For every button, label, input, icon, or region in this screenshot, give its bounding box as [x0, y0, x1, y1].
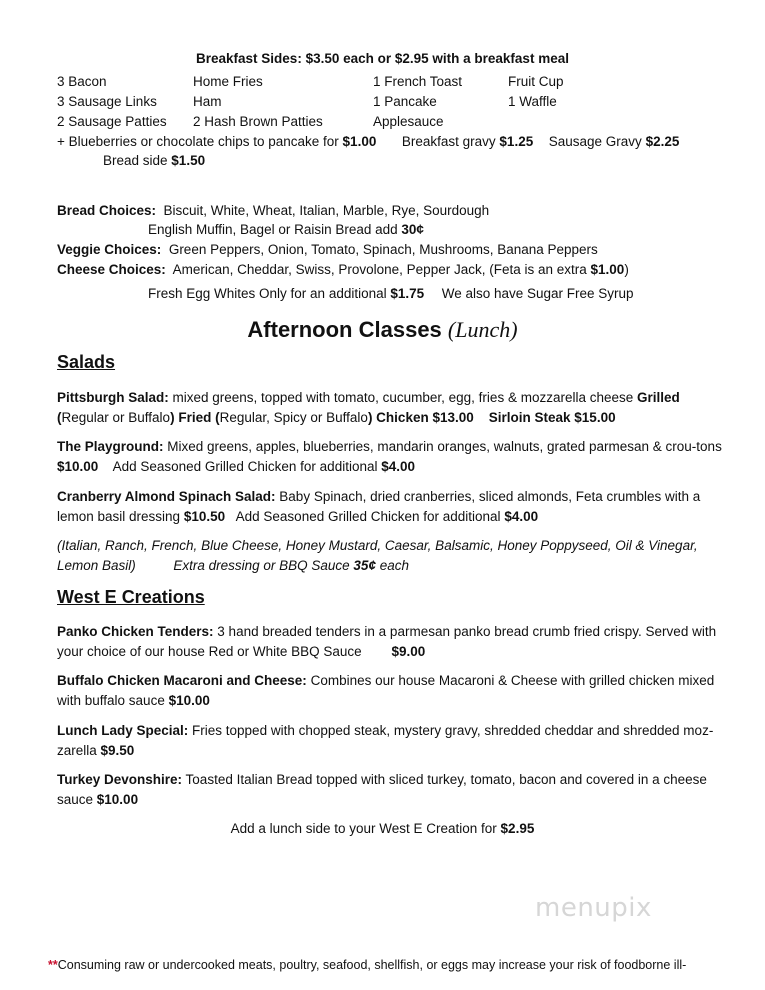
- paren: ): [170, 410, 175, 425]
- item-name: The Playground:: [57, 439, 164, 454]
- item-desc: mixed greens, topped with tomato, cucumber, egg, fries & mozzarella cheese: [168, 390, 638, 405]
- item-desc: Baby Spinach, dried cranberries, sliced almonds, Feta crumbles with a lemon basil dressing: [57, 489, 701, 524]
- paren: (: [57, 410, 62, 425]
- side-item: 2 Sausage Patties: [57, 114, 167, 129]
- side-item: 2 Hash Brown Patties: [193, 114, 323, 129]
- side-item: Home Fries: [193, 74, 263, 89]
- menu-item-buffalo-chicken-mac: [57, 671, 722, 711]
- addon-price: $4.00: [504, 509, 539, 524]
- item-price: $10.00: [96, 792, 139, 807]
- breakfast-gravy-price: $1.25: [499, 134, 534, 149]
- egg-whites-line: [148, 286, 634, 301]
- egg-whites-price: $1.75: [390, 286, 425, 301]
- veggie-choices: [57, 242, 598, 257]
- cheese-choices-label: Cheese Choices:: [57, 262, 166, 277]
- sausage-gravy-price: $2.25: [645, 134, 680, 149]
- menu-item-turkey-devonshire: [57, 770, 722, 810]
- chicken-price: ) Chicken $13.00: [367, 410, 474, 425]
- extra-dressing-price: 35¢: [353, 558, 376, 573]
- fried-label: Fried (: [174, 410, 220, 425]
- item-name: Cranberry Almond Spinach Salad:: [57, 489, 276, 504]
- item-name: Lunch Lady Special:: [57, 723, 189, 738]
- lunch-side-text: Add a lunch side to your West E Creation for: [230, 821, 501, 836]
- cheese-close: ): [624, 262, 629, 277]
- side-item: Fruit Cup: [508, 74, 564, 89]
- item-name: Panko Chicken Tenders:: [57, 624, 214, 639]
- veggie-choices-list: Green Peppers, Onion, Tomato, Spinach, Mushrooms, Banana Peppers: [168, 242, 598, 257]
- dressings-list: (Italian, Ranch, French, Blue Cheese, Honey Mustard, Caesar, Balsamic, Honey Poppyseed, Oil & Vinegar, Lemon Basil): [57, 538, 698, 573]
- salads-heading: Salads: [57, 352, 116, 372]
- blueberries-price: $1.00: [342, 134, 377, 149]
- bread-side-price: $1.50: [171, 153, 206, 168]
- item-desc: Fries topped with chopped steak, mystery gravy, shredded cheddar and shredded moz-zarella: [57, 723, 714, 758]
- lunch-side-note: [0, 821, 765, 836]
- breakfast-gravy-text: Breakfast gravy: [401, 134, 500, 149]
- side-item: 3 Bacon: [57, 74, 107, 89]
- side-item: Applesauce: [373, 114, 444, 129]
- grilled-options: Regular or Buffalo: [61, 410, 171, 425]
- bread-side: [103, 153, 205, 168]
- afternoon-subtitle: (Lunch): [447, 317, 518, 342]
- warning-asterisks: **: [48, 958, 58, 972]
- bread-choices-label: Bread Choices:: [57, 203, 157, 218]
- bread-choices-list: Biscuit, White, Wheat, Italian, Marble, Rye, Sourdough: [163, 203, 490, 218]
- steak-price: Sirloin Steak $15.00: [488, 410, 616, 425]
- menupix-watermark: menupix: [535, 893, 652, 923]
- side-item: 3 Sausage Links: [57, 94, 157, 109]
- side-item: 1 French Toast: [373, 74, 463, 89]
- item-price: $9.50: [100, 743, 135, 758]
- bread-choices: [57, 203, 489, 218]
- side-item: Ham: [193, 94, 222, 109]
- item-name: Pittsburgh Salad:: [57, 390, 169, 405]
- sugar-free-syrup-text: We also have Sugar Free Syrup: [441, 286, 634, 301]
- fried-options: Regular, Spicy or Buffalo: [219, 410, 368, 425]
- cheese-choices-list: American, Cheddar, Swiss, Provolone, Pepper Jack, (Feta is an extra: [172, 262, 591, 277]
- breakfast-addons: [57, 134, 679, 149]
- item-desc: 3 hand breaded tenders in a parmesan panko bread crumb fried crispy. Served with your choice of our house Red or White BBQ Sauce: [57, 624, 717, 659]
- item-price: $10.00: [57, 459, 99, 474]
- menu-item-the-playground: [57, 437, 722, 477]
- menu-item-panko-chicken-tenders: [57, 622, 722, 662]
- dressing-options: [57, 536, 722, 576]
- side-item: 1 Waffle: [508, 94, 557, 109]
- extra-dressing-text: Extra dressing or BBQ Sauce: [173, 558, 354, 573]
- bread-extra-text: English Muffin, Bagel or Raisin Bread add: [148, 222, 402, 237]
- item-desc: Combines our house Macaroni & Cheese with grilled chicken mixed with buffalo sauce: [57, 673, 715, 708]
- item-price: $10.50: [183, 509, 226, 524]
- item-name: Turkey Devonshire:: [57, 772, 183, 787]
- lunch-side-price: $2.95: [500, 821, 535, 836]
- item-price: $10.00: [168, 693, 210, 708]
- side-item: 1 Pancake: [373, 94, 437, 109]
- west-e-creations-heading: West E Creations: [57, 587, 205, 607]
- item-desc: Mixed greens, apples, blueberries, mandarin oranges, walnuts, grated parmesan & crou-tons: [163, 439, 722, 454]
- cheese-choices: [57, 262, 629, 277]
- bread-extra-price: 30¢: [401, 222, 424, 237]
- afternoon-title: Afternoon Classes: [247, 317, 442, 342]
- sausage-gravy-text: Sausage Gravy: [548, 134, 646, 149]
- egg-whites-text: Fresh Egg Whites Only for an additional: [148, 286, 391, 301]
- warning-text: Consuming raw or undercooked meats, poultry, seafood, shellfish, or eggs may increase your risk of foodborne ill-: [57, 958, 687, 972]
- bread-side-text: Bread side: [103, 153, 172, 168]
- foodborne-illness-warning: [48, 958, 686, 972]
- menu-item-pittsburgh-salad: [57, 388, 722, 428]
- addon-price: $4.00: [381, 459, 416, 474]
- afternoon-classes-heading: [0, 317, 765, 343]
- addon-text: Add Seasoned Grilled Chicken for additional: [235, 509, 505, 524]
- item-desc: Toasted Italian Bread topped with sliced turkey, tomato, bacon and covered in a cheese sauce: [57, 772, 707, 807]
- item-name: Buffalo Chicken Macaroni and Cheese:: [57, 673, 307, 688]
- addon-text: Add Seasoned Grilled Chicken for additional: [112, 459, 382, 474]
- menu-item-cranberry-almond-spinach-salad: [57, 487, 722, 527]
- extra-dressing-each: each: [375, 558, 409, 573]
- veggie-choices-label: Veggie Choices:: [57, 242, 162, 257]
- menu-item-lunch-lady-special: [57, 721, 722, 761]
- blueberries-text: + Blueberries or chocolate chips to pancake for: [57, 134, 343, 149]
- breakfast-sides-title: Breakfast Sides: $3.50 each or $2.95 with a breakfast meal: [196, 51, 569, 66]
- item-price: $9.00: [391, 644, 426, 659]
- bread-extra: [148, 222, 424, 237]
- grilled-label: Grilled: [637, 390, 680, 405]
- feta-price: $1.00: [590, 262, 625, 277]
